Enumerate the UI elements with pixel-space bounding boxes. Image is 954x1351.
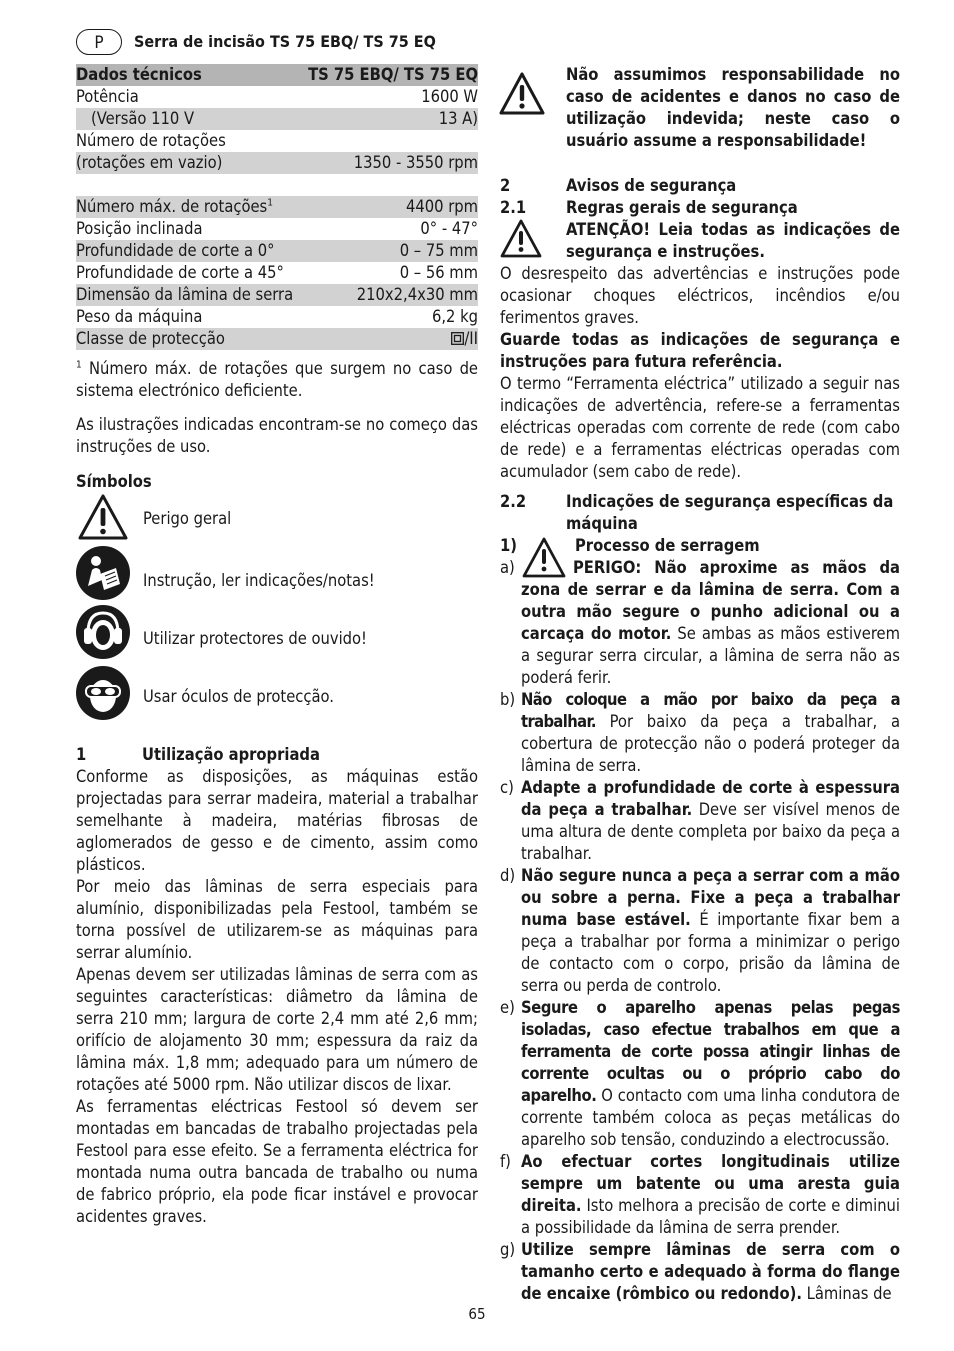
safety-goggles-icon xyxy=(76,666,130,720)
subsection-1-heading: 1) Processo de serragem xyxy=(500,536,760,555)
page-number: 65 xyxy=(468,1305,486,1323)
table-row: Classe de protecção /II xyxy=(76,329,478,348)
symbol-row xyxy=(76,546,476,600)
section-2-1-heading: 2.1 Regras gerais de segurança xyxy=(500,198,798,217)
warning-triangle-icon xyxy=(499,218,543,260)
list-item: c) Adapte a profundidade de corte à espessura da peça a trabalhar. Deve ser visível menos de uma altura de dente completa por baixo da peça a trabalhar. xyxy=(500,778,900,863)
table-row xyxy=(76,174,478,196)
liability-notice: Não assumimos responsabilidade no caso de acidentes e danos no caso de utilização indevida; neste caso o usuário assume a responsabilidade! xyxy=(566,65,900,150)
symbol-row xyxy=(76,492,476,546)
symbol-label: Instrução, ler indicações/notas! xyxy=(143,571,375,590)
left-column-top xyxy=(76,358,478,493)
illustrations-note: As ilustrações indicadas encontram-se no começo das instruções de uso. xyxy=(76,415,478,456)
paragraph: O termo “Ferramenta eléctrica” utilizado a seguir nas indicações de advertência, refere-se a ferramentas eléctricas operadas com corrente de rede (com cabo de rede) e a ferramentas eléctricas operadas com acumulador (sem cabo de rede). xyxy=(500,374,900,481)
section-2-heading: 2 Avisos de segurança xyxy=(500,176,737,195)
table-header-model: TS 75 EBQ/ TS 75 EQ xyxy=(302,64,478,86)
section-2 xyxy=(500,175,900,1305)
attention-notice: ATENÇÃO! Leia todas as indicações de segurança e instruções. xyxy=(566,220,900,261)
list-item: f) Ao efectuar cortes longitudinais utilize sempre um batente ou uma aresta guia direita. Isto melhora a precisão de corte e diminui a possibilidade da lâmina de serra prender. xyxy=(500,1152,900,1237)
document-title: Serra de incisão TS 75 EBQ/ TS 75 EQ xyxy=(134,32,436,51)
list-item: g) Utilize sempre lâminas de serra com o tamanho certo e adequado à forma do flange de encaixe (rômbico ou redondo). Lâminas de xyxy=(500,1240,900,1303)
paragraph: Apenas devem ser utilizadas lâminas de serra com as seguintes características: diâmetro da lâmina de serra 210 mm; largura de corte 2,4 mm até 2,6 mm; orifício de alojamento 30 mm; espessura da raiz da lâmina máx. 1,8 mm; adequado para um número de rotações até 5000 rpm. Não utilizar discos de lixar. xyxy=(76,965,478,1094)
paragraph: Guarde todas as indicações de segurança e instruções para futura referência. xyxy=(500,330,900,371)
warning-triangle-icon xyxy=(521,536,567,580)
list-item: d) Não segure nunca a peça a serrar com a mão ou sobre a perna. Fixe a peça a trabalhar numa base estável. É importante fixar bem a peça a trabalhar por forma a minimizar o perigo de contacto com o corpo, prisão da lâmina de serra ou perda de controlo. xyxy=(500,866,900,995)
symbol-label: Utilizar protectores de ouvido! xyxy=(143,629,367,648)
paragraph: Por meio das lâminas de serra especiais para alumínio, disponibilizadas pela Festool, também se torna possível de utilizarem-se as máquinas para serrar alumínio. xyxy=(76,877,478,962)
section-1-heading: 1 Utilização apropriada xyxy=(76,745,320,764)
table-row: Dimensão da lâmina de serra 210x2,4x30 mm xyxy=(76,285,478,304)
symbol-label: Usar óculos de protecção. xyxy=(143,687,334,706)
paragraph: As ferramentas eléctricas Festool só devem ser montadas em bancadas de trabalho projectadas pela Festool para esse efeito. Se a ferramenta eléctrica for montada numa outra bancada de trabalho ou numa de fabrico próprio, ela pode ficar instável e provocar acidentes graves. xyxy=(76,1097,478,1226)
table-header-label: Dados técnicos xyxy=(76,64,302,86)
symbol-row xyxy=(76,666,476,720)
symbol-label: Perigo geral xyxy=(143,509,232,528)
table-row: (Versão 110 V 13 A) xyxy=(76,108,478,130)
read-manual-icon xyxy=(76,546,130,600)
protection-class-icon xyxy=(451,332,464,345)
list-item: a) PERIGO: Não aproxime as mãos da zona de serrar e da lâmina de serra. Com a outra mão segure o punho adicional ou a carcaça do motor. Se ambas as mãos estiverem a segurar serra circular, a lâmina de serra não as poderá ferir. xyxy=(500,558,900,687)
table-row: Profundidade de corte a 45° 0 – 56 mm xyxy=(76,263,478,282)
table-row: Potência 1600 W xyxy=(76,87,478,106)
list-item: e) Segure o aparelho apenas pelas pegas isoladas, caso efectue trabalhos em que a ferramenta de corte possa atingir linhas de corrente ocultas ou o próprio cabo do aparelho. O contacto com uma linha condutora de corrente também coloca as peças metálicas do aparelho sob tensão, conduzindo a electrocussão. xyxy=(500,998,900,1149)
ear-protection-icon xyxy=(76,605,130,659)
warning-triangle-icon xyxy=(76,492,130,546)
table-row: Profundidade de corte a 0° 0 – 75 mm xyxy=(76,241,478,260)
technical-data-table xyxy=(76,64,478,350)
footnote-marker: 1 xyxy=(267,197,273,209)
table-row: Número máx. de rotações$^1$ 4400 rpm xyxy=(76,197,478,216)
paragraph: Conforme as disposições, as máquinas estão projectadas para serrar madeira, material a trabalhar semelhante à madeira, matérias fibrosas de aglomerados de gesso e de cimento, assim como plásticos. xyxy=(76,767,478,874)
table-row: Número de rotações xyxy=(76,131,226,150)
warning-triangle-icon xyxy=(498,71,546,117)
table-row: (rotações em vazio) 1350 - 3550 rpm xyxy=(76,153,478,172)
list-item: b) Não coloque a mão por baixo da peça a trabalhar. Por baixo da peça a trabalhar, a cobertura de protecção não o poderá proteger da lâmina de serra. xyxy=(500,690,900,775)
symbol-row xyxy=(76,605,476,659)
section-2-2-heading: 2.2 Indicações de segurança específicas da máquina xyxy=(500,492,894,533)
language-badge: P xyxy=(76,29,122,55)
symbols-heading: Símbolos xyxy=(76,472,152,491)
footnote: $^1$ Número máx. de rotações que surgem no caso de sistema electrónico deficiente. xyxy=(76,359,479,400)
table-row: Peso da máquina 6,2 kg xyxy=(76,307,478,326)
table-header-row xyxy=(76,64,478,86)
section-1 xyxy=(76,744,478,1228)
table-row: Posição inclinada 0° - 47° xyxy=(76,219,478,238)
paragraph: O desrespeito das advertências e instruções pode ocasionar choques eléctricos, incêndios e/ou ferimentos graves. xyxy=(500,264,900,327)
